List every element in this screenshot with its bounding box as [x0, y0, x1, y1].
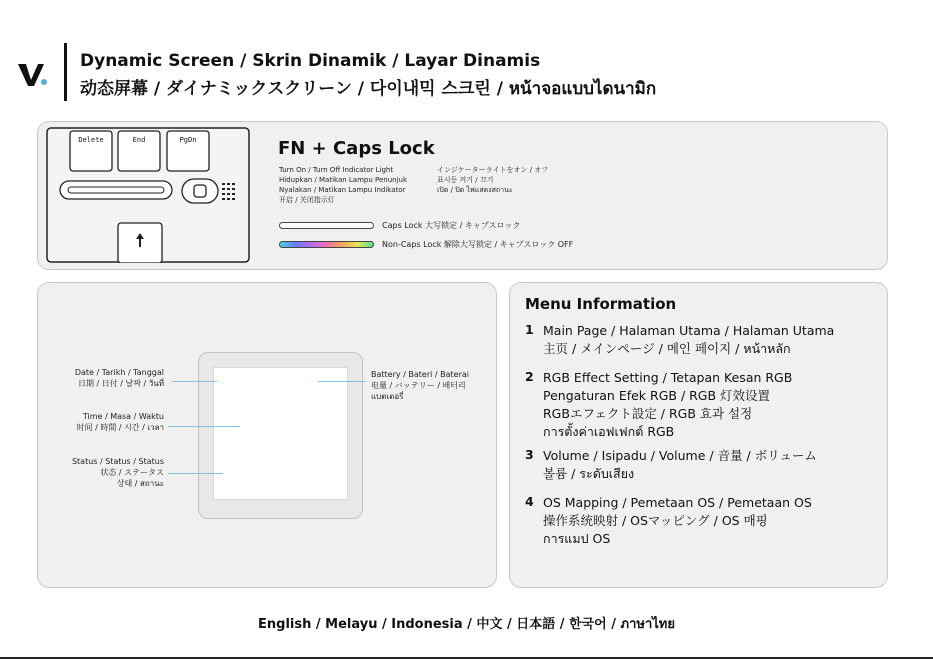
status-label-line: 상태 / สถานะ	[116, 479, 164, 488]
key-label-pgdn: PgDn	[179, 136, 197, 144]
time-leader-line	[168, 426, 240, 427]
menu-item-line: การตั้งค่าเอฟเฟกต์ RGB	[543, 424, 675, 439]
date-label	[75, 367, 164, 389]
battery-leader-line	[318, 381, 366, 382]
menu-item-line: Pengaturan Efek RGB / RGB 灯效设置	[543, 388, 771, 403]
time-label-line: 时间 / 時間 / 시간 / เวลา	[76, 423, 164, 432]
fn-description-col-1	[279, 165, 407, 205]
battery-label-line: 电量 / バッテリー / 배터리	[371, 381, 466, 390]
fn-description-col-2	[437, 165, 548, 195]
battery-label-line: แบตเตอรี่	[371, 392, 404, 401]
menu-item-line: 볼륨 / ระดับเสียง	[543, 466, 635, 481]
caps-lock-indicator-swatch	[279, 222, 374, 229]
header-divider	[64, 43, 67, 101]
fn-desc-line: インジケーターライトをオン / オフ	[437, 166, 549, 174]
menu-item-line: Volume / Isipadu / Volume / 音量 / ボリューム	[543, 448, 817, 463]
menu-item-number: 2	[525, 369, 534, 384]
fn-desc-line: เปิด / ปิด ไฟแสดงสถานะ	[437, 186, 513, 194]
date-leader-line	[172, 381, 217, 382]
fn-desc-line: Nyalakan / Matikan Lampu Indikator	[279, 186, 406, 194]
menu-item-line: 操作系统映射 / OSマッピング / OS 매핑	[543, 513, 768, 528]
key-label-delete: Delete	[78, 136, 104, 144]
menu-item-number: 4	[525, 494, 534, 509]
time-label	[77, 411, 164, 433]
language-list: English / Melayu / Indonesia / 中文 / 日本語 / 한국어 / ภาษาไทย	[258, 617, 675, 632]
page-title: Dynamic Screen / Skrin Dinamik / Layar Dinamis	[80, 51, 541, 71]
date-label-line: Date / Tarikh / Tanggal	[74, 368, 164, 377]
menu-item-number: 1	[525, 322, 534, 337]
time-label-line: Time / Masa / Waktu	[82, 412, 164, 421]
page-title-translations: 动态屏幕 / ダイナミックスクリーン / 다이내믹 스크린 / หน้าจอแบบไดนามิก	[80, 79, 657, 99]
menu-item-number: 3	[525, 447, 534, 462]
menu-information-title: Menu Information	[525, 295, 677, 313]
status-label-line: 状态 / ステータス	[100, 468, 164, 477]
screen-display	[213, 367, 348, 500]
battery-label	[371, 369, 469, 402]
fn-shortcut-title: FN + Caps Lock	[278, 138, 435, 159]
fn-desc-line: 표시등 켜기 / 끄기	[437, 176, 494, 184]
menu-item-line: Main Page / Halaman Utama / Halaman Utama	[543, 323, 835, 338]
menu-item-line: 主页 / メインページ / 메인 페이지 / หน้าหลัก	[543, 341, 791, 356]
battery-label-line: Battery / Bateri / Baterai	[371, 370, 469, 379]
menu-item-line: RGB Effect Setting / Tetapan Kesan RGB	[543, 370, 793, 385]
status-leader-line	[168, 473, 223, 474]
status-label-line: Status / Status / Status	[71, 457, 164, 466]
keyboard-illustration	[46, 127, 250, 263]
non-caps-lock-legend-label: Non-Caps Lock 解除大写锁定 / キャプスロック OFF	[382, 240, 574, 249]
fn-desc-line: Hidupkan / Matikan Lampu Penunjuk	[279, 176, 408, 184]
date-label-line: 日期 / 日付 / 날짜 / วันที่	[77, 379, 164, 388]
menu-item-line: การแมป OS	[543, 531, 611, 546]
fn-desc-line: 开启 / 关闭指示灯	[279, 196, 335, 204]
non-caps-lock-indicator-swatch	[279, 241, 374, 248]
brand-logo	[16, 52, 48, 88]
status-label	[72, 456, 164, 489]
bottom-divider	[0, 657, 933, 659]
key-label-end: End	[132, 136, 146, 144]
menu-item-line: OS Mapping / Pemetaan OS / Pemetaan OS	[543, 495, 812, 510]
menu-item-line: RGBエフェクト設定 / RGB 효과 설정	[543, 406, 753, 421]
caps-lock-legend-label: Caps Lock 大写锁定 / キャプスロック	[382, 221, 521, 230]
fn-desc-line: Turn On / Turn Off Indicator Light	[279, 166, 394, 174]
